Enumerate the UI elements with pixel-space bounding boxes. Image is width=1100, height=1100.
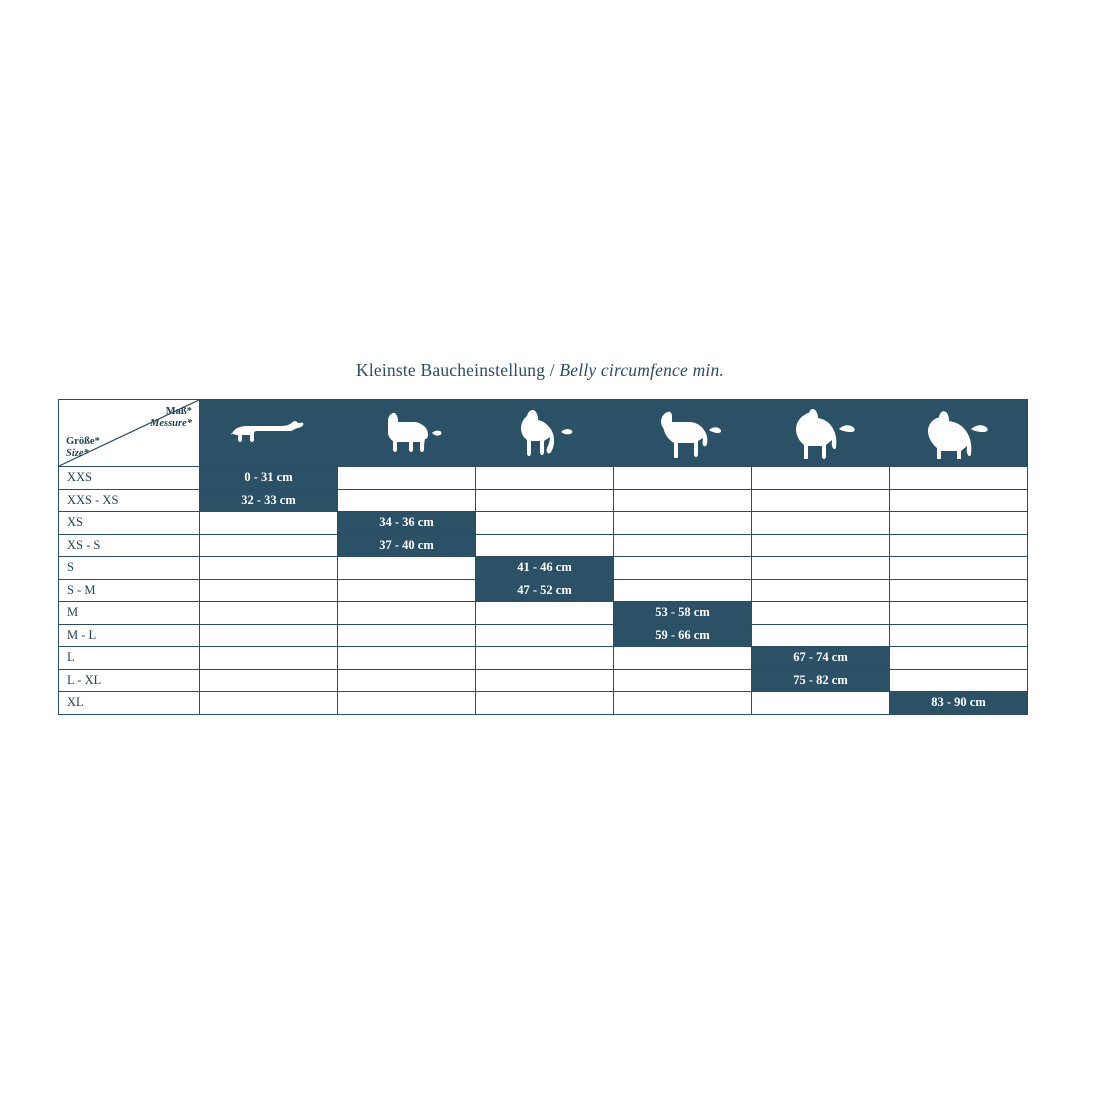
size-table	[58, 399, 1028, 715]
empty-cell	[476, 669, 614, 692]
column-header-beagle	[476, 400, 614, 467]
empty-cell	[614, 557, 752, 580]
empty-cell	[338, 692, 476, 715]
measurement-cell: 75 - 82 cm	[752, 669, 890, 692]
empty-cell	[752, 534, 890, 557]
table-row	[59, 692, 1028, 715]
empty-cell	[752, 579, 890, 602]
empty-cell	[752, 624, 890, 647]
size-cell: L - XL	[59, 669, 200, 692]
empty-cell	[338, 579, 476, 602]
empty-cell	[200, 624, 338, 647]
measurement-cell: 34 - 36 cm	[338, 512, 476, 535]
measurement-cell: 53 - 58 cm	[614, 602, 752, 625]
empty-cell	[890, 557, 1028, 580]
table-row	[59, 624, 1028, 647]
empty-cell	[338, 467, 476, 490]
size-cell: XS - S	[59, 534, 200, 557]
measurement-cell: 47 - 52 cm	[476, 579, 614, 602]
chart-title-en: Belly circumfence min.	[559, 360, 724, 380]
column-header-greatdane	[890, 400, 1028, 467]
empty-cell	[200, 557, 338, 580]
empty-cell	[614, 669, 752, 692]
empty-cell	[476, 624, 614, 647]
measure-label-de: Maß*	[165, 406, 192, 417]
empty-cell	[338, 669, 476, 692]
column-header-terrier	[338, 400, 476, 467]
table-row	[59, 512, 1028, 535]
table-row	[59, 489, 1028, 512]
medium-dog-silhouette-icon	[497, 408, 593, 458]
measurement-cell: 37 - 40 cm	[338, 534, 476, 557]
empty-cell	[614, 647, 752, 670]
measurement-cell: 59 - 66 cm	[614, 624, 752, 647]
size-label-en: Size*	[66, 447, 89, 459]
empty-cell	[200, 534, 338, 557]
empty-cell	[338, 647, 476, 670]
size-cell: M	[59, 602, 200, 625]
empty-cell	[614, 534, 752, 557]
size-chart-container	[58, 360, 1022, 715]
empty-cell	[338, 557, 476, 580]
empty-cell	[752, 467, 890, 490]
size-cell: XXS - XS	[59, 489, 200, 512]
empty-cell	[752, 512, 890, 535]
table-row	[59, 557, 1028, 580]
empty-cell	[200, 512, 338, 535]
column-header-dachshund	[200, 400, 338, 467]
empty-cell	[752, 602, 890, 625]
empty-cell	[476, 534, 614, 557]
empty-cell	[890, 534, 1028, 557]
empty-cell	[200, 579, 338, 602]
measurement-cell: 83 - 90 cm	[890, 692, 1028, 715]
measure-label-en: Messure*	[149, 418, 192, 430]
empty-cell	[614, 489, 752, 512]
chart-title-separator: /	[545, 360, 560, 380]
empty-cell	[890, 624, 1028, 647]
empty-cell	[338, 602, 476, 625]
size-label-de: Größe*	[66, 435, 100, 447]
empty-cell	[752, 489, 890, 512]
empty-cell	[476, 692, 614, 715]
empty-cell	[200, 669, 338, 692]
empty-cell	[890, 467, 1028, 490]
table-row	[59, 579, 1028, 602]
empty-cell	[476, 647, 614, 670]
empty-cell	[614, 512, 752, 535]
empty-cell	[890, 489, 1028, 512]
empty-cell	[890, 669, 1028, 692]
size-cell: XS	[59, 512, 200, 535]
empty-cell	[476, 489, 614, 512]
measurement-cell: 32 - 33 cm	[200, 489, 338, 512]
empty-cell	[890, 647, 1028, 670]
column-header-airedale	[614, 400, 752, 467]
size-cell: XXS	[59, 467, 200, 490]
measurement-cell: 0 - 31 cm	[200, 467, 338, 490]
great-dane-silhouette-icon	[909, 407, 1009, 459]
empty-cell	[476, 602, 614, 625]
table-body	[59, 467, 1028, 715]
table-header	[59, 400, 1028, 467]
empty-cell	[752, 557, 890, 580]
empty-cell	[338, 489, 476, 512]
empty-cell	[338, 624, 476, 647]
table-row	[59, 602, 1028, 625]
dachshund-silhouette-icon	[223, 411, 315, 455]
empty-cell	[476, 512, 614, 535]
chart-title	[58, 360, 1022, 381]
empty-cell	[752, 692, 890, 715]
size-cell: S	[59, 557, 200, 580]
empty-cell	[614, 467, 752, 490]
table-row	[59, 534, 1028, 557]
shepherd-silhouette-icon	[773, 407, 869, 459]
empty-cell	[200, 602, 338, 625]
table-row	[59, 647, 1028, 670]
size-cell: XL	[59, 692, 200, 715]
empty-cell	[614, 692, 752, 715]
column-header-shepherd	[752, 400, 890, 467]
large-terrier-silhouette-icon	[635, 408, 731, 458]
size-cell: S - M	[59, 579, 200, 602]
small-terrier-silhouette-icon	[366, 409, 448, 457]
size-cell: L	[59, 647, 200, 670]
chart-title-de: Kleinste Baucheinstellung	[355, 360, 546, 380]
size-cell: M - L	[59, 624, 200, 647]
table-header-row	[59, 400, 1028, 467]
table-corner-header	[59, 400, 200, 467]
table-row	[59, 467, 1028, 490]
measure-label	[150, 406, 192, 430]
measurement-cell: 67 - 74 cm	[752, 647, 890, 670]
empty-cell	[890, 579, 1028, 602]
empty-cell	[476, 467, 614, 490]
empty-cell	[890, 602, 1028, 625]
size-label	[66, 436, 100, 460]
empty-cell	[614, 579, 752, 602]
empty-cell	[200, 647, 338, 670]
empty-cell	[200, 692, 338, 715]
measurement-cell: 41 - 46 cm	[476, 557, 614, 580]
empty-cell	[890, 512, 1028, 535]
table-row	[59, 669, 1028, 692]
